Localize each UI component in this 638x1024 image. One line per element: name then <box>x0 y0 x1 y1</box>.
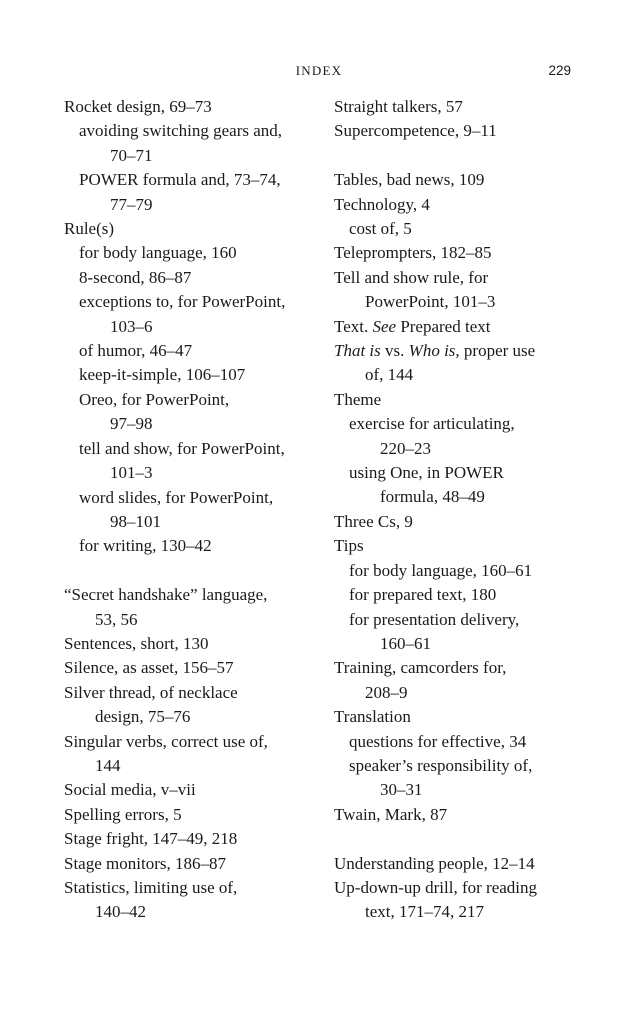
index-entry: Statistics, limiting use of, <box>64 877 238 897</box>
index-subentry: tell and show, for PowerPoint, <box>79 438 285 458</box>
index-entry: Stage monitors, 186–87 <box>64 853 226 873</box>
index-entry: Silence, as asset, 156–57 <box>64 658 234 678</box>
index-continuation: 53, 56 <box>95 609 138 629</box>
index-continuation: text, 171–74, 217 <box>365 902 484 922</box>
index-continuation: 30–31 <box>380 780 423 800</box>
index-subentry: for presentation delivery, <box>349 609 520 629</box>
index-subentry: for body language, 160 <box>79 243 237 263</box>
index-subentry: 8-second, 86–87 <box>79 267 192 287</box>
entry-term-italic: Who is, <box>408 341 460 361</box>
index-entry: Up-down-up drill, for reading <box>334 877 538 897</box>
index-entry: Straight talkers, 57 <box>334 97 463 116</box>
index-subentry: questions for effective, 34 <box>349 731 527 751</box>
index-continuation: 101–3 <box>110 463 153 483</box>
index-entry-that-is <box>334 339 584 363</box>
index-subentry: keep-it-simple, 106–107 <box>79 365 246 385</box>
index-continuation: of, 144 <box>365 365 414 385</box>
index-continuation: 208–9 <box>365 682 408 702</box>
index-continuation: 77–79 <box>110 194 153 214</box>
index-subentry: exercise for articulating, <box>349 414 515 434</box>
index-subentry: word slides, for PowerPoint, <box>79 487 274 507</box>
index-entry: Training, camcorders for, <box>334 658 507 678</box>
running-head <box>0 61 638 81</box>
index-subentry: Oreo, for PowerPoint, <box>79 389 230 409</box>
index-entry: Teleprompters, 182–85 <box>334 243 492 263</box>
entry-term: Text. <box>334 316 369 336</box>
index-entry: Spelling errors, 5 <box>64 804 182 824</box>
index-entry: Supercompetence, 9–11 <box>334 121 497 141</box>
index-subentry: using One, in POWER <box>349 463 504 483</box>
left-column <box>64 95 326 925</box>
index-subentry: avoiding switching gears and, <box>79 121 283 141</box>
index-continuation: 97–98 <box>110 414 153 434</box>
index-entry: Stage fright, 147–49, 218 <box>64 829 238 849</box>
cross-reference: Prepared text <box>400 316 491 336</box>
index-continuation: formula, 48–49 <box>380 487 485 507</box>
index-subentry: for prepared text, 180 <box>349 585 497 605</box>
index-entry: Singular verbs, correct use of, <box>64 731 268 751</box>
index-subentry: exceptions to, for PowerPoint, <box>79 292 286 312</box>
running-title: INDEX <box>295 63 343 78</box>
index-entry: Tips <box>334 536 364 556</box>
index-continuation: 160–61 <box>380 633 431 653</box>
index-continuation: 98–101 <box>110 511 161 531</box>
index-entry: Twain, Mark, 87 <box>334 804 448 824</box>
index-entry: Technology, 4 <box>334 194 430 214</box>
index-entry: Silver thread, of necklace <box>64 682 238 702</box>
index-continuation: PowerPoint, 101–3 <box>365 292 496 312</box>
index-entry: Three Cs, 9 <box>334 511 413 531</box>
index-continuation: 144 <box>95 755 121 775</box>
index-subentry: for writing, 130–42 <box>79 536 212 556</box>
index-subentry: of humor, 46–47 <box>79 341 193 361</box>
index-subentry: POWER formula and, 73–74, <box>79 170 281 190</box>
letter-gap <box>334 144 584 168</box>
see-reference: See <box>372 316 397 336</box>
index-entry: Translation <box>334 707 411 727</box>
index-entry: Rule(s) <box>64 219 115 239</box>
index-continuation: 103–6 <box>110 316 153 336</box>
index-entry: Rocket design, 69–73 <box>64 97 212 116</box>
index-continuation: 140–42 <box>95 902 146 922</box>
entry-term: proper use <box>463 341 536 361</box>
index-entry: Tables, bad news, 109 <box>334 170 485 190</box>
index-entry: Tell and show rule, for <box>334 267 489 287</box>
letter-gap <box>334 827 584 851</box>
right-column <box>334 95 584 925</box>
index-continuation: design, 75–76 <box>95 707 191 727</box>
index-continuation: 70–71 <box>110 145 153 165</box>
entry-connector: vs. <box>385 341 405 361</box>
index-entry-text <box>334 315 584 339</box>
index-subentry: speaker’s responsibility of, <box>349 755 533 775</box>
index-subentry: for body language, 160–61 <box>349 560 533 580</box>
index-entry: Understanding people, 12–14 <box>334 853 535 873</box>
index-entry: Social media, v–vii <box>64 780 196 800</box>
letter-gap <box>64 559 326 583</box>
entry-term-italic: That is <box>334 341 381 361</box>
index-entry: Theme <box>334 389 382 409</box>
index-entry: Sentences, short, 130 <box>64 633 209 653</box>
index-continuation: 220–23 <box>380 438 431 458</box>
index-subentry: cost of, 5 <box>349 219 412 239</box>
page-number: 229 <box>548 63 571 78</box>
index-entry: “Secret handshake” language, <box>64 585 268 605</box>
